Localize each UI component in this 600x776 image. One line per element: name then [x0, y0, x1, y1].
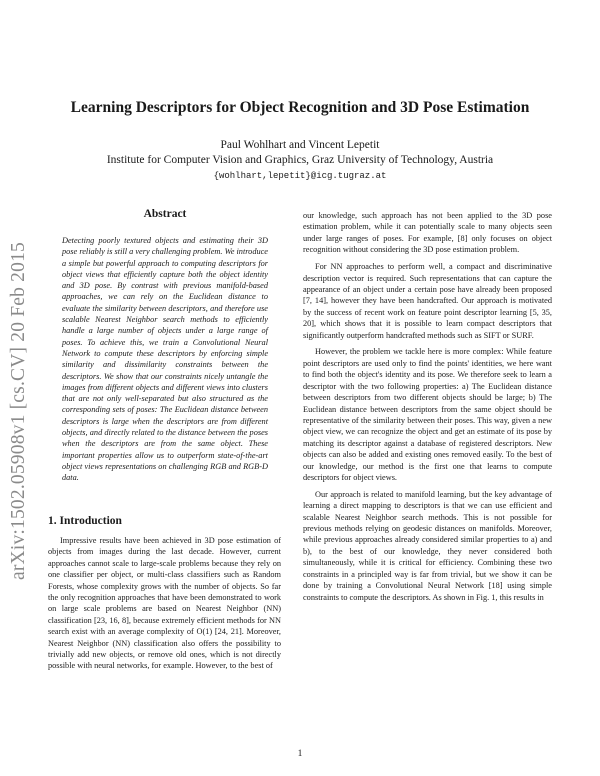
arxiv-identifier[interactable]: arXiv:1502.05908v1 [cs.CV] 20 Feb 2015 [8, 242, 29, 580]
paper-authors: Paul Wohlhart and Vincent Lepetit [220, 139, 380, 151]
right-column [303, 210, 552, 608]
section-heading-introduction: 1. Introduction [48, 515, 122, 527]
paragraph: Our approach is related to manifold learning, but the key advantage of learning a direct mapping to descriptors is that we can use efficient and scalable Nearest Neighbor search methods. This is not possible for previous methods relying on geodesic distances on manifolds. Moreover, while previous approaches already considered similar properties to a) and b), to the best of our knowledge, they never considered both simultaneously, while it is critical for efficiency. Combining these two constraints in a principled way is far from trivial, but we show it can be done by training a Convolutional Neural Network [18] using simple constraints to compute the descriptors. As shown in Fig. 1, this results in [303, 489, 552, 602]
paragraph: However, the problem we tackle here is more complex: While feature point descriptors are used only to find the points' identities, we here want to find both the object's identity and its pose. We therefore seek to learn a descriptor with the two following properties: a) The Euclidean distance between descriptors from two different objects should be large; b) The Euclidean distance between descriptors from the same object should be representative of the similarity between their poses. This way, given a new object view, we can recognize the object and get an estimate of its pose by matching its descriptor against a database of registered descriptors. New objects can also be added and existing ones removed easily. To the best of our knowledge, our method is the first one that learns to compute descriptors for object views. [303, 347, 552, 482]
paper-title: Learning Descriptors for Object Recognition and 3D Pose Estimation [70, 99, 530, 116]
introduction-text: Impressive results have been achieved in 3D pose estimation of objects from images during the last decade. However, current approaches cannot scale to large-scale problems because they rely on one classifier per object, or multi-class classifiers such as Random Forests, whose complexity grows with the number of objects. So far the only recognition approaches that have been demonstrated to work on large scale problems are based on Nearest Neighbor (NN) classification [23, 16, 8], because extremely efficient methods for NN search exist with an average complexity of O(1) [24, 21]. Moreover, Nearest Neighbor (NN) classification also offers the possibility to trivially add new objects, or remove old ones, which is not directly possible with neural networks, for example. However, to the best of [48, 536, 281, 671]
abstract-text: Detecting poorly textured objects and estimating their 3D pose reliably is still a very challenging problem. We introduce a simple but powerful approach to computing descriptors for object views that efficiently capture both the object identity and 3D pose. By contrast with previous manifold-based approaches, we can rely on the Euclidean distance to evaluate the similarity between descriptors, and therefore use scalable Nearest Neighbor search methods to efficiently handle a large number of objects under a large range of poses. To achieve this, we train a Convolutional Neural Network to compute these descriptors by enforcing simple similarity and dissimilarity constraints between the descriptors. We show that our constraints nicely untangle the images from different objects and different views into clusters that are not only well-separated but also structured as the corresponding sets of poses: The Euclidean distance between descriptors is large when the descriptors are from different objects, and directly related to the distance between the poses when the descriptors are from the same object. These important properties allow us to outperform state-of-the-art object views representations on challenging RGB and RGB-D data. [62, 236, 268, 483]
abstract-heading: Abstract [143, 208, 187, 220]
paragraph: For NN approaches to perform well, a compact and discriminative description vector is required. Such representations that can capture the appearance of an object under a certain pose have already been proposed [7, 14], however they have been handcrafted. Our approach is motivated by the success of recent work on feature point descriptor learning [5, 35, 20], which shows that it is possible to learn compact descriptors that significantly outperform handcrafted methods such as SIFT or SURF. [303, 262, 552, 340]
author-email[interactable]: {wohlhart,lepetit}@icg.tugraz.at [213, 171, 387, 181]
page-number: 1 [297, 749, 303, 759]
paragraph: our knowledge, such approach has not been applied to the 3D pose estimation problem, while it can potentially scale to many objects seen under large ranges of poses. For example, [8] only focuses on object recognition without considering the 3D pose estimation problem. [303, 211, 552, 255]
paper-affiliation: Institute for Computer Vision and Graphics, Graz University of Technology, Austria [106, 154, 494, 166]
